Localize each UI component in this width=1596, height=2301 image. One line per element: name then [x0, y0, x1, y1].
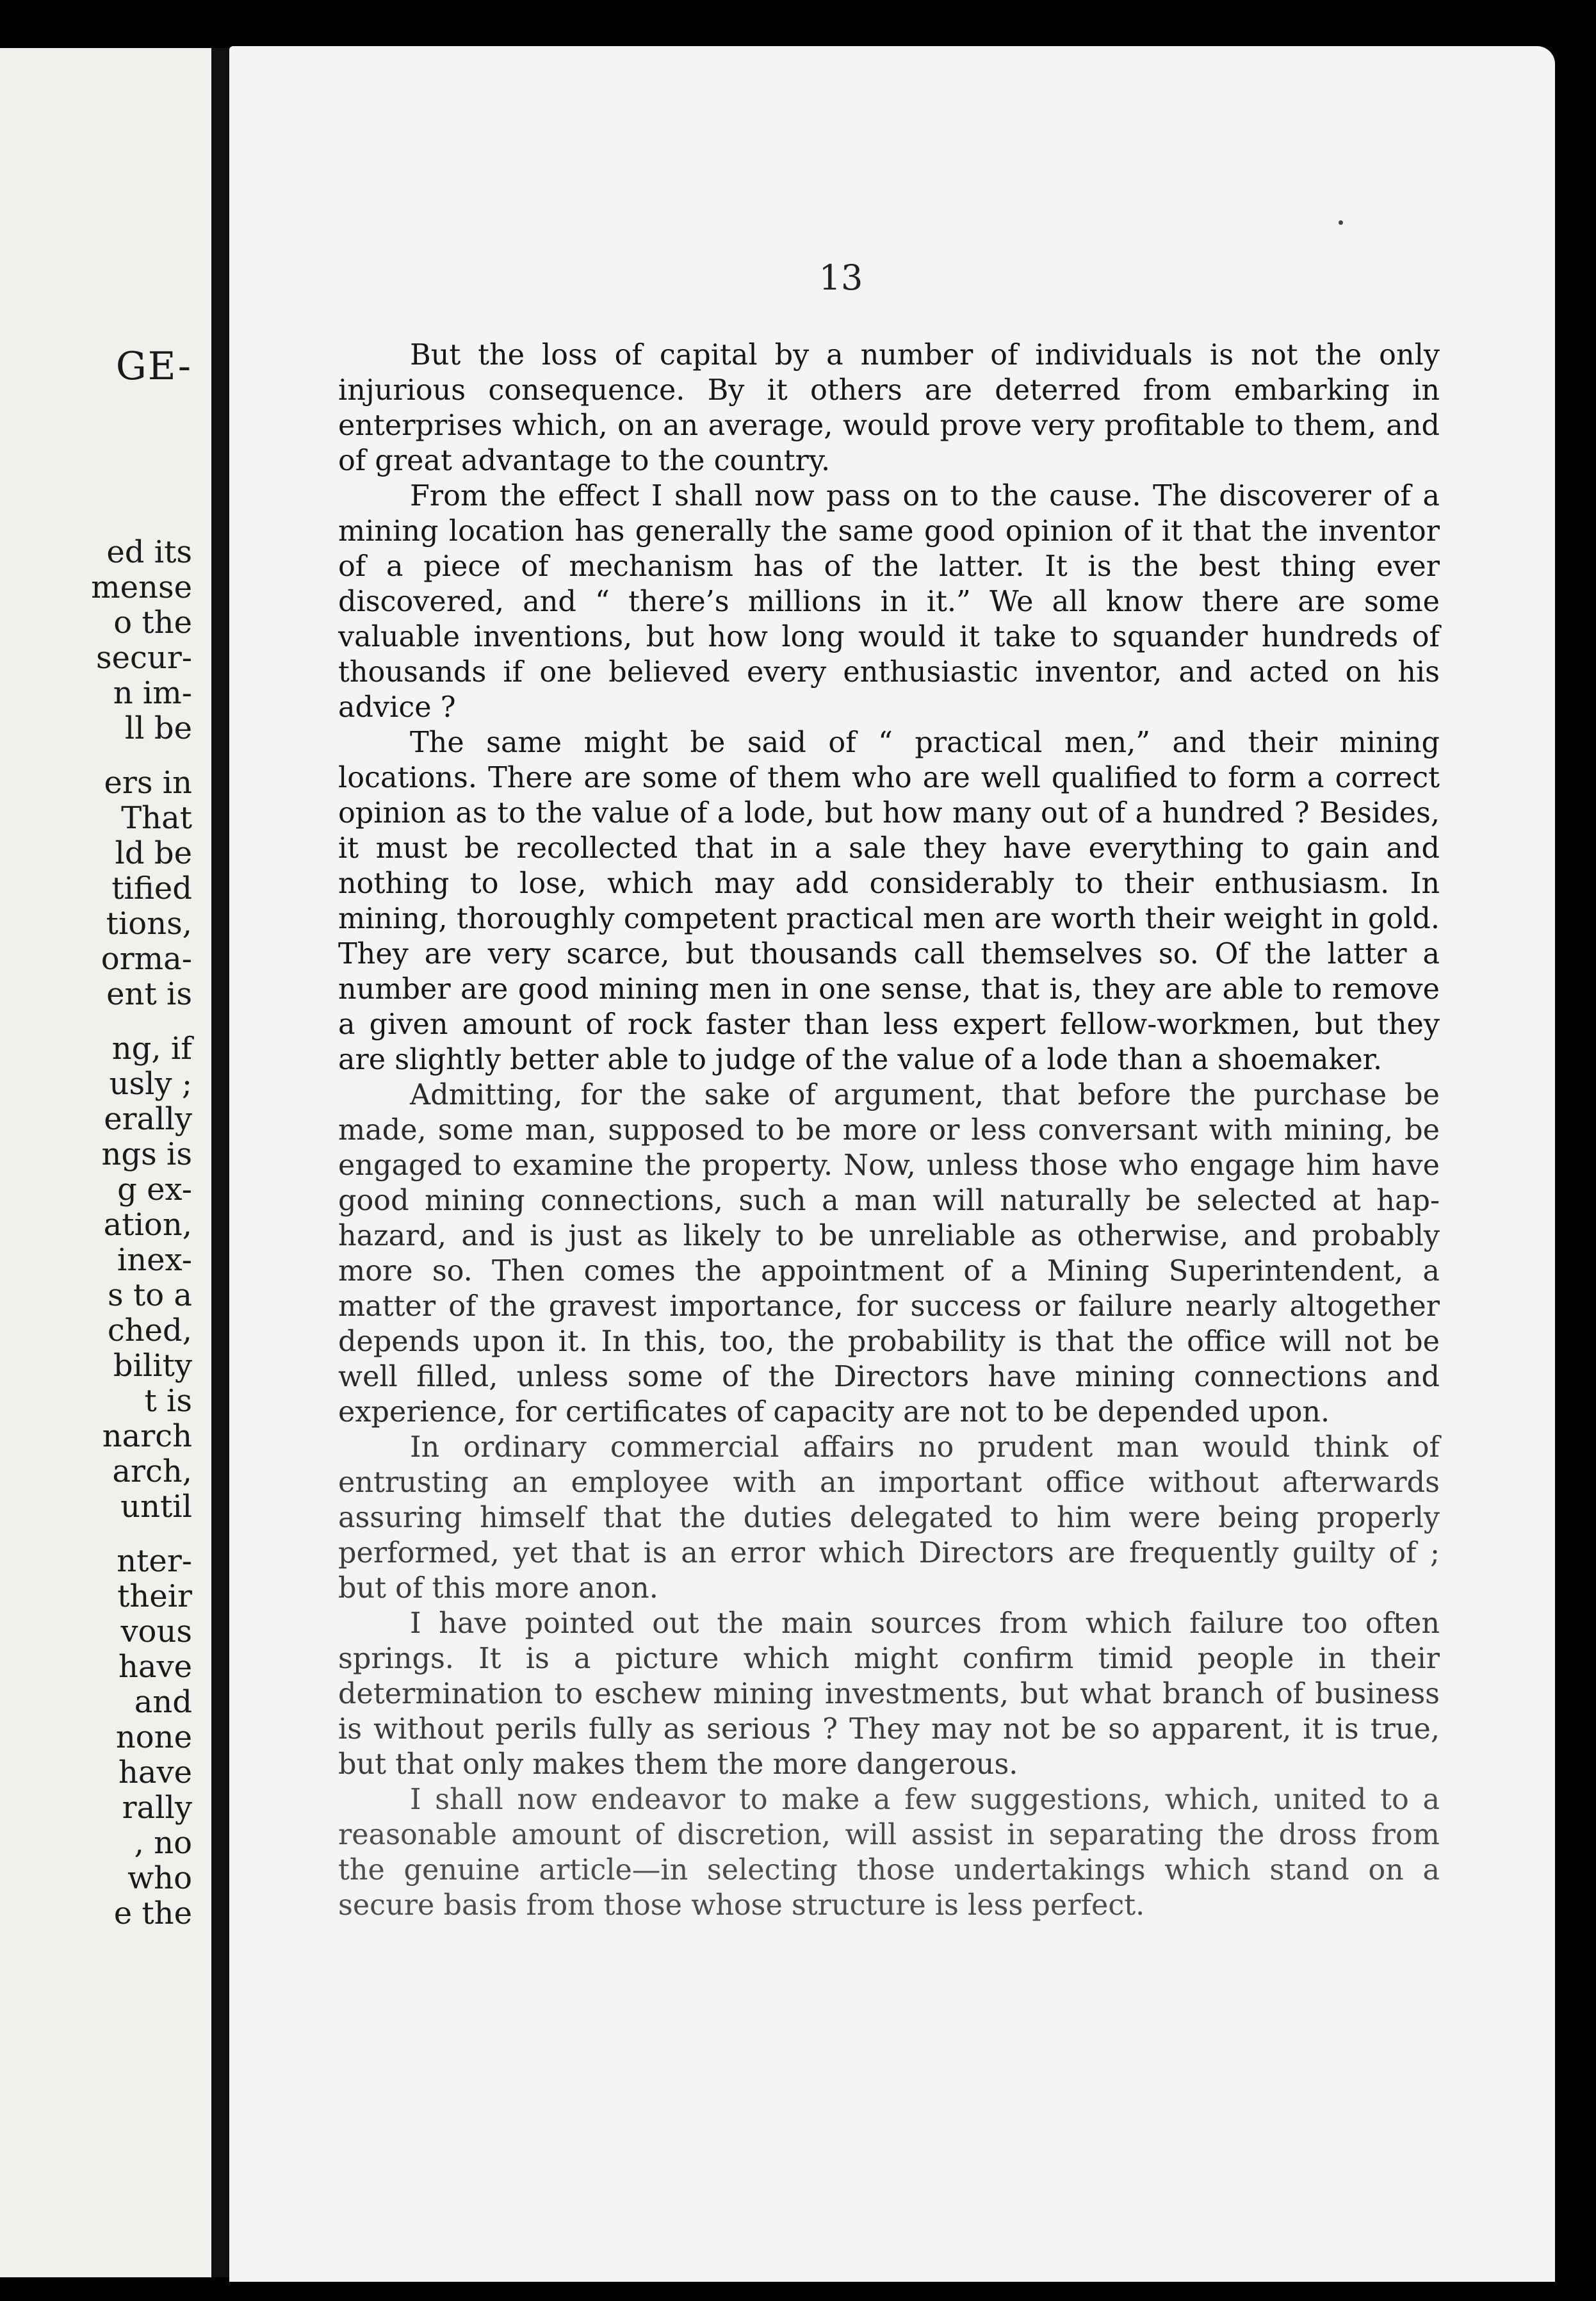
left-page-line: vous [120, 1614, 192, 1650]
paragraph: I shall now endeavor to make a few suggestions, which, united to a reasonable amount of discretion, will assist in separating the dross from the genuine article—in selecting those undertakings which stand on a secure basis from those whose structure is less perfect. [338, 1783, 1440, 1922]
left-page-line: inex- [117, 1242, 192, 1278]
left-page-line: s to a [108, 1277, 192, 1313]
left-page-line: erally [104, 1101, 192, 1137]
left-page-line: ched, [107, 1313, 192, 1348]
paragraph: But the loss of capital by a number of individuals is not the only injurious consequence. By it others are deterred from embarking in enterprises which, on an average, would prove very profitable to them, and of great advantage to the country. [338, 339, 1440, 477]
left-page-line: have [118, 1755, 192, 1790]
left-page-line: ng, if [111, 1031, 192, 1067]
left-page-line: ed its [106, 534, 192, 570]
left-page-line: , no [134, 1825, 192, 1861]
body-text [338, 338, 1440, 1923]
paragraph: Admitting, for the sake of argument, that before the purchase be made, some man, supposed to be more or less conversant with mining, be engaged to examine the property. Now, unless those who engage him have good mining connections, such a man will naturally be selected at hap-hazard, and is just as likely to be unreliable as otherwise, and probably more so. Then comes the appointment of a Mining Superintendent, a matter of the gravest importance, for success or failure nearly altogether depends upon it. In this, too, the probability is that the office will not be well filled, unless some of the Directors have mining connections and experience, for certificates of capacity are not to be depended upon. [338, 1079, 1440, 1429]
left-page-line: who [127, 1860, 192, 1896]
paragraph: From the effect I shall now pass on to the cause. The discoverer of a mining location has generally the same good opinion of it that the inventor of a piece of mechanism has of the latter. It is the best thing ever discovered, and “ there’s millions in it.” We all know there are some valuable inventions, but how long would it take to squander hundreds of thousands if one believed every enthusiastic inventor, and acted on his advice ? [338, 480, 1440, 724]
left-page-line: until [120, 1489, 192, 1525]
left-page-line: rally [122, 1790, 192, 1826]
book-gutter [211, 48, 229, 2277]
left-page-line: ld be [115, 835, 192, 871]
left-page-line: and [134, 1684, 192, 1720]
left-page-line: ll be [124, 710, 192, 746]
left-page-line: mense [91, 569, 192, 605]
left-page-line: t is [144, 1383, 192, 1419]
left-page-line: ent is [106, 976, 192, 1012]
paragraph: I have pointed out the main sources from which failure too often springs. It is a picture which might confirm timid people in their determination to eschew mining investments, but what branch of business is without perils fully as serious ? They may not be so apparent, it is true, but that only makes them the more dangerous. [338, 1607, 1440, 1781]
left-page-line: ngs is [101, 1136, 192, 1172]
left-page-heading: GE- [115, 344, 192, 389]
left-page-line: have [118, 1649, 192, 1685]
speck-mark [1339, 220, 1343, 225]
right-page [229, 46, 1555, 2282]
left-page-line: tified [111, 871, 192, 906]
left-page-line: ers in [104, 765, 192, 801]
left-page-line: ation, [103, 1207, 192, 1243]
left-page-line: narch [102, 1418, 192, 1454]
left-page-line: o the [113, 605, 192, 641]
left-page-line: their [117, 1578, 192, 1614]
left-page-line: g ex- [117, 1172, 192, 1208]
left-page-line: tions, [106, 906, 192, 942]
page-number: 13 [818, 258, 863, 298]
left-page-line: n im- [113, 675, 192, 711]
left-page-line: That [121, 800, 192, 836]
left-page-line: none [115, 1719, 192, 1755]
paragraph: The same might be said of “ practical men,” and their mining locations. There are some of them who are well qualified to form a correct opinion as to the value of a lode, but how many out of a hundred ? Besides, it must be recollected that in a sale they have everything to gain and nothing to lose, which may add considerably to their enthusiasm. In mining, thoroughly competent practical men are worth their weight in gold. They are very scarce, but thousands call themselves so. Of the latter a number are good mining men in one sense, that is, they are able to remove a given amount of rock faster than less expert fellow-workmen, but they are slightly better able to judge of the value of a lode than a shoemaker. [338, 726, 1440, 1076]
left-page-fragment [0, 48, 211, 2277]
left-page-line: nter- [117, 1543, 192, 1579]
left-page-line: orma- [101, 941, 192, 977]
paragraph: In ordinary commercial affairs no prudent man would think of entrusting an employee with an important office without afterwards assuring himself that the duties delegated to him were being properly performed, yet that is an error which Directors are frequently guilty of ; but of this more anon. [338, 1431, 1440, 1605]
left-page-line: arch, [112, 1453, 192, 1489]
left-page-line: usly ; [109, 1066, 192, 1102]
left-page-line: e the [113, 1896, 192, 1931]
left-page-line: bility [113, 1348, 192, 1384]
left-page-line: secur- [96, 640, 192, 676]
